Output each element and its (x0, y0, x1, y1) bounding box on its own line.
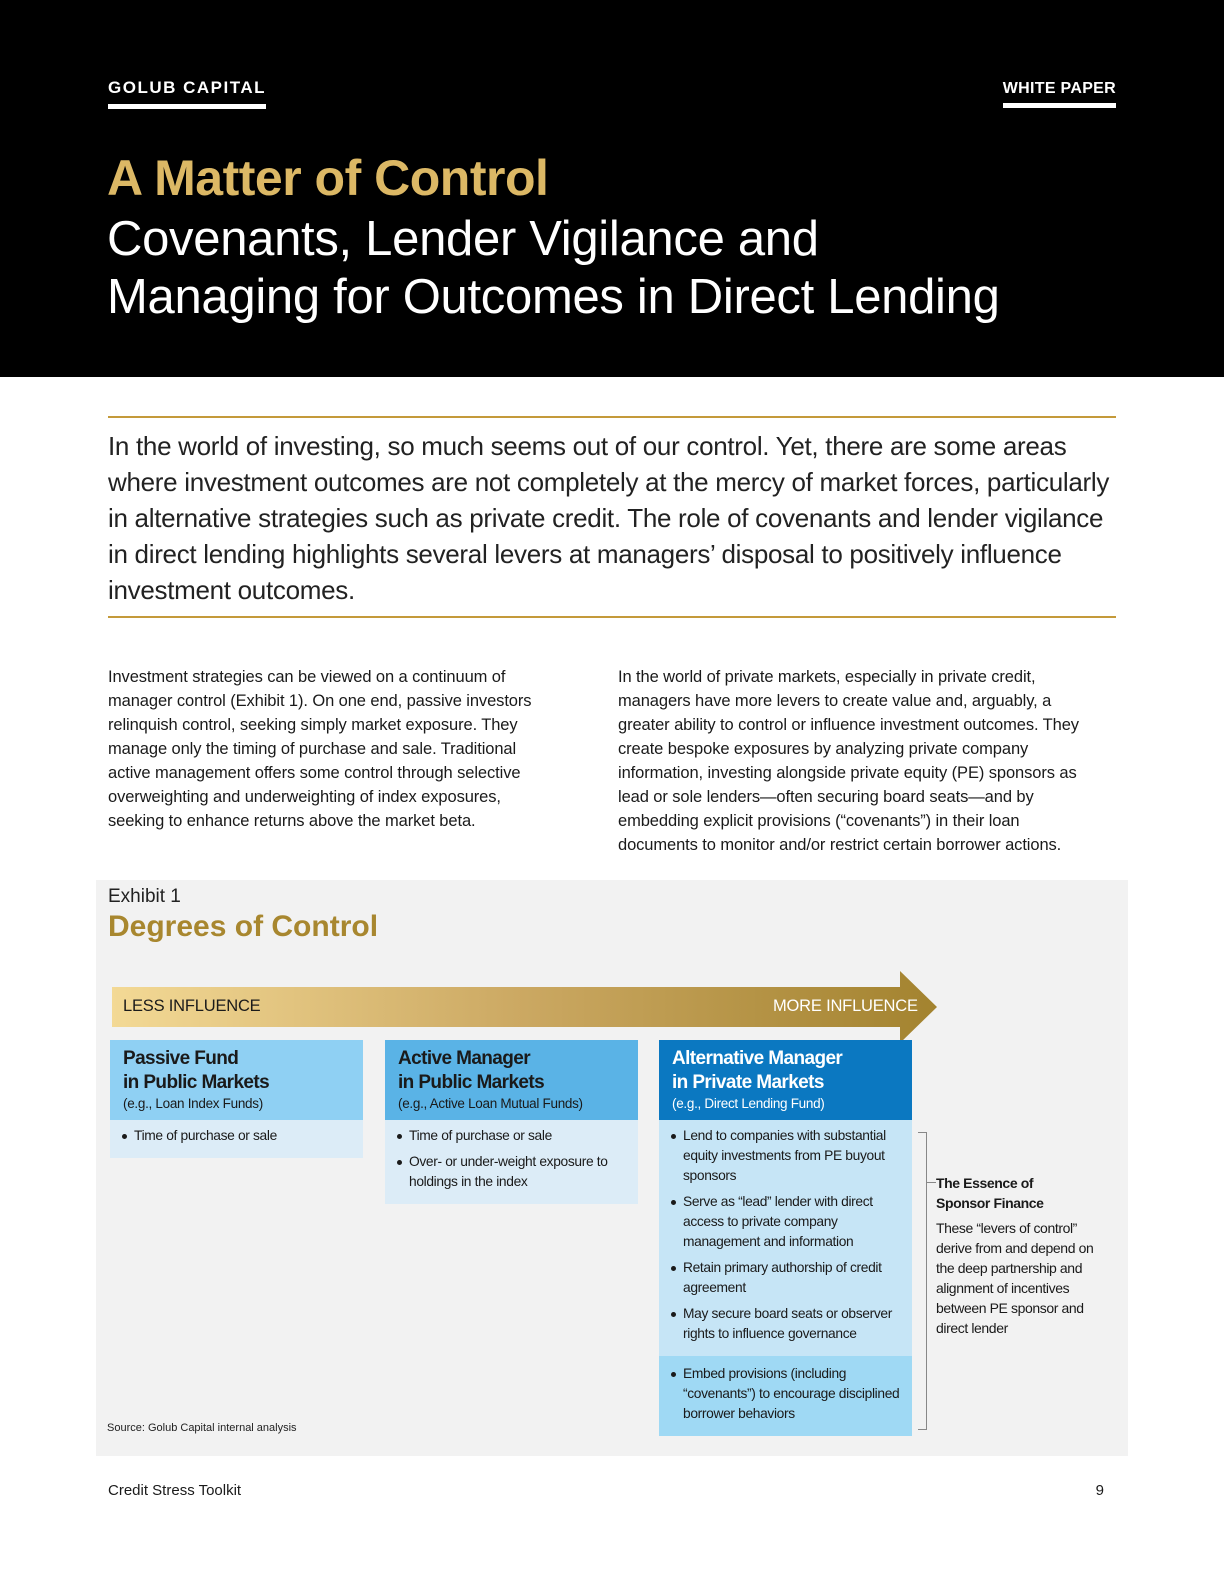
page-title: A Matter of Control (107, 150, 549, 206)
list-item: Over- or under-weight exposure to holdings in the index (395, 1152, 628, 1192)
card-example: (e.g., Direct Lending Fund) (672, 1096, 825, 1111)
subtitle-line-2: Managing for Outcomes in Direct Lending (107, 270, 1000, 324)
list-item: Lend to companies with substantial equity investments from PE buyout sponsors (669, 1126, 902, 1186)
list-item: May secure board seats or observer rights to influence governance (669, 1304, 902, 1344)
list-item: Time of purchase or sale (120, 1126, 353, 1146)
essence-description: These “levers of control” derive from and depend on the deep partnership and alignment of incentives between PE sponsor and direct lender (936, 1220, 1094, 1336)
brand-logo: GOLUB CAPITAL (108, 78, 266, 109)
card-header (659, 1040, 912, 1120)
card-example: (e.g., Active Loan Mutual Funds) (398, 1096, 583, 1111)
list-item: Retain primary authorship of credit agreement (669, 1258, 902, 1298)
card-example: (e.g., Loan Index Funds) (123, 1096, 263, 1111)
card-title-line-2: in Private Markets (672, 1072, 824, 1093)
card-covenant-list (659, 1356, 912, 1436)
list-item: Embed provisions (including “covenants”) to encourage disciplined borrower behaviors (669, 1364, 902, 1424)
card-bullet-list (385, 1120, 638, 1204)
card-title-line-2: in Public Markets (398, 1072, 545, 1093)
exhibit-title: Degrees of Control (108, 910, 379, 943)
lead-paragraph: In the world of investing, so much seems out of our control. Yet, there are some areas where investment outcomes are not completely at the mercy of market forces, particularly in alternative strategies such as private credit. The role of covenants and lender vigilance in direct lending highlights several levers at managers’ disposal to positively influence investment outcomes. (108, 431, 1110, 605)
page-subtitle (107, 210, 1000, 326)
card-title-line-1: Alternative Manager (672, 1048, 843, 1069)
exhibit-panel (96, 880, 1128, 1456)
essence-title-line-2: Sponsor Finance (936, 1195, 1044, 1211)
card-title-line-2: in Public Markets (123, 1072, 270, 1093)
card-active-manager (385, 1040, 638, 1204)
list-item: Serve as “lead” lender with direct access to private company management and information (669, 1192, 902, 1252)
essence-title (936, 1173, 1044, 1213)
card-header (385, 1040, 638, 1120)
subtitle-line-1: Covenants, Lender Vigilance and (107, 212, 819, 266)
card-bullet-list (659, 1120, 912, 1356)
card-title-line-1: Passive Fund (123, 1048, 239, 1069)
list-item: Time of purchase or sale (395, 1126, 628, 1146)
exhibit-label: Exhibit 1 (108, 886, 181, 907)
bracket-tick (926, 1182, 936, 1183)
card-alternative-manager (659, 1040, 912, 1436)
lead-bottom-rule (108, 616, 1116, 618)
more-influence-label: MORE INFLUENCE (773, 997, 918, 1015)
doc-type-label: WHITE PAPER (1003, 80, 1116, 108)
lead-top-rule (108, 416, 1116, 418)
card-title-line-1: Active Manager (398, 1048, 531, 1069)
header-banner (0, 0, 1224, 377)
less-influence-label: LESS INFLUENCE (123, 997, 261, 1015)
body-column-right: In the world of private markets, especially in private credit, managers have more levers to create value and, arguably, a greater ability to control or influence investment outcomes. They create bespoke exposures by analyzing private company information, investing alongside private equity (PE) sponsors as lead or sole lenders—often securing board seats—and by embedding explicit provisions (“covenants”) in their loan documents to monitor and/or restrict certain borrower actions. (618, 668, 1079, 854)
page-number: 9 (1095, 1482, 1104, 1499)
card-bullet-list (110, 1120, 363, 1158)
card-header (110, 1040, 363, 1120)
bracket-line (918, 1132, 927, 1430)
source-note: Source: Golub Capital internal analysis (107, 1422, 297, 1434)
card-passive-fund (110, 1040, 363, 1158)
body-column-left: Investment strategies can be viewed on a continuum of manager control (Exhibit 1). On one end, passive investors relinquish control, seeking simply market exposure. They manage only the timing of purchase and sale. Traditional active management offers some control through selective overweighting and underweighting of index exposures, seeking to enhance returns above the market beta. (108, 668, 532, 830)
essence-title-line-1: The Essence of (936, 1175, 1034, 1191)
footer-title: Credit Stress Toolkit (108, 1482, 242, 1499)
